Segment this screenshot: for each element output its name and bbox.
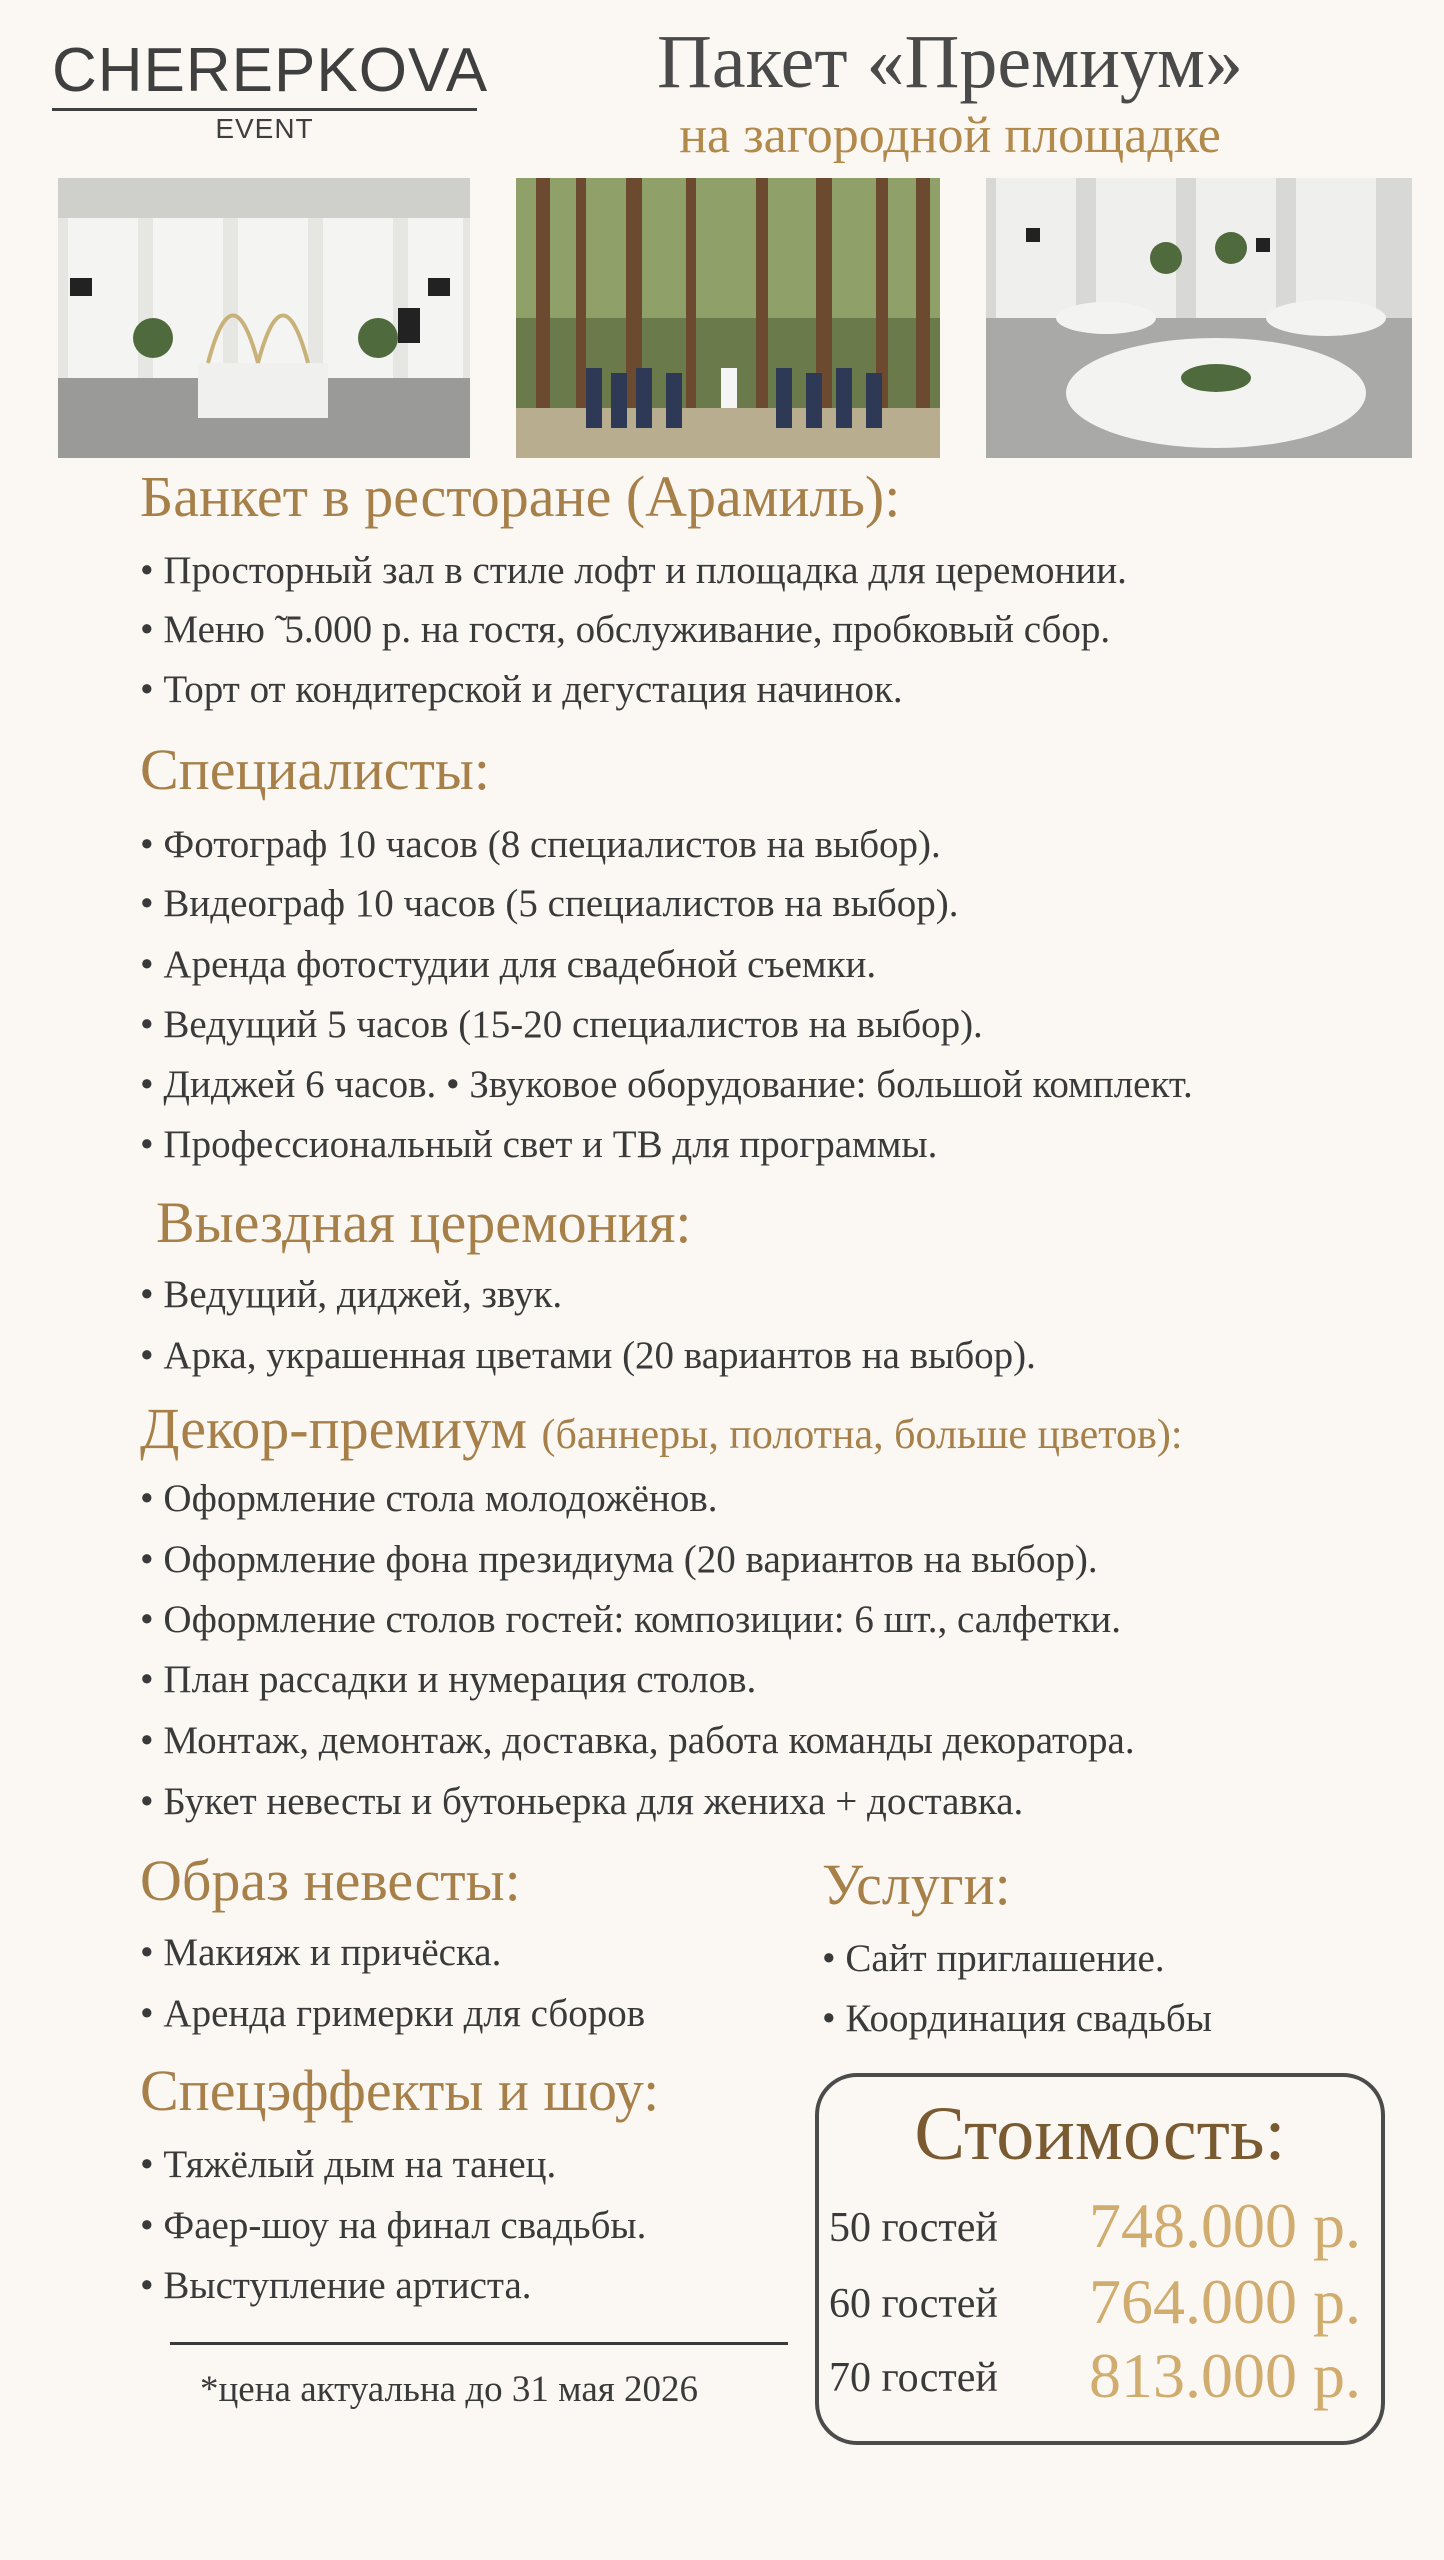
banquet-item-3: • Торт от кондитерской и дегустация начинок. xyxy=(140,668,903,711)
decor-item-4: • План рассадки и нумерация столов. xyxy=(140,1658,757,1701)
price-value: 764.000 р. xyxy=(1089,2266,1361,2337)
effects-item-2: • Фаер-шоу на финал свадьбы. xyxy=(140,2204,647,2247)
price-guests: 70 гостей xyxy=(829,2355,998,2401)
banquet-item-1: • Просторный зал в стиле лофт и площадка для церемонии. xyxy=(140,549,1127,592)
price-row xyxy=(829,2340,1379,2412)
decor-item-5: • Монтаж, демонтаж, доставка, работа команды декоратора. xyxy=(140,1719,1135,1762)
bride-item-2: • Аренда гримерки для сборов xyxy=(140,1992,646,2035)
package-title-block xyxy=(560,18,1340,166)
specialists-item-1: • Фотограф 10 часов (8 специалистов на выбор). xyxy=(140,823,941,866)
banquet-item-2: • Меню ̃ 5.000 р. на гостя, обслуживание, пробковый сбор. xyxy=(140,608,1111,651)
logo-underline xyxy=(52,108,477,111)
logo-subtitle: EVENT xyxy=(215,113,314,144)
decor-item-3: • Оформление столов гостей: композиции: 6 шт., салфетки. xyxy=(140,1598,1122,1641)
specialists-item-6: • Профессиональный свет и ТВ для программы. xyxy=(140,1123,938,1166)
photo-tables xyxy=(986,178,1412,458)
decor-title-main: Декор-премиум xyxy=(140,1396,528,1461)
price-guests: 60 гостей xyxy=(829,2281,998,2327)
photo-forest xyxy=(516,178,940,458)
specialists-item-4: • Ведущий 5 часов (15-20 специалистов на выбор). xyxy=(140,1003,983,1046)
banquet-title: Банкет в ресторане (Арамиль): xyxy=(140,464,901,529)
services-item-2: • Координация свадьбы xyxy=(822,1997,1212,2040)
package-title: Пакет «Премиум» xyxy=(656,20,1244,104)
package-subtitle: на загородной площадке xyxy=(679,107,1221,164)
decor-item-2: • Оформление фона президиума (20 вариантов на выбор). xyxy=(140,1538,1098,1581)
price-value: 748.000 р. xyxy=(1089,2190,1361,2261)
bride-title: Образ невесты: xyxy=(140,1848,521,1913)
effects-title: Спецэффекты и шоу: xyxy=(140,2058,660,2123)
bride-item-1: • Макияж и причёска. xyxy=(140,1931,502,1974)
specialists-title: Специалисты: xyxy=(140,737,490,802)
services-title: Услуги: xyxy=(822,1852,1011,1917)
ceremony-item-1: • Ведущий, диджей, звук. xyxy=(140,1273,563,1316)
price-title: Стоимость: xyxy=(914,2092,1286,2176)
specialists-item-2: • Видеограф 10 часов (5 специалистов на выбор). xyxy=(140,882,959,925)
decor-item-6: • Букет невесты и бутоньерка для жениха + доставка. xyxy=(140,1780,1024,1823)
brand-logo xyxy=(52,36,489,145)
effects-item-3: • Выступление артиста. xyxy=(140,2264,532,2307)
decor-title xyxy=(140,1396,1183,1468)
price-guests: 50 гостей xyxy=(829,2205,998,2251)
price-box xyxy=(815,2073,1385,2445)
effects-item-1: • Тяжёлый дым на танец. xyxy=(140,2143,557,2186)
price-value: 813.000 р. xyxy=(1089,2340,1361,2411)
footnote-divider xyxy=(170,2342,788,2345)
decor-title-note: (баннеры, полотна, больше цветов): xyxy=(541,1412,1183,1458)
decor-item-1: • Оформление стола молодожёнов. xyxy=(140,1477,718,1520)
services-item-1: • Сайт приглашение. xyxy=(822,1937,1165,1980)
photo-strip xyxy=(58,178,1398,458)
price-footnote: *цена актуальна до 31 мая 2026 xyxy=(200,2369,699,2410)
logo-name: CHEREPKOVA xyxy=(52,36,489,105)
price-row xyxy=(829,2266,1379,2338)
specialists-item-3: • Аренда фотостудии для свадебной съемки. xyxy=(140,943,877,986)
ceremony-item-2: • Арка, украшенная цветами (20 вариантов на выбор). xyxy=(140,1334,1036,1377)
specialists-item-5: • Диджей 6 часов. • Звуковое оборудование: большой комплект. xyxy=(140,1063,1193,1106)
ceremony-title: Выездная церемония: xyxy=(156,1190,692,1255)
photo-hall xyxy=(58,178,470,458)
price-row xyxy=(829,2190,1379,2262)
